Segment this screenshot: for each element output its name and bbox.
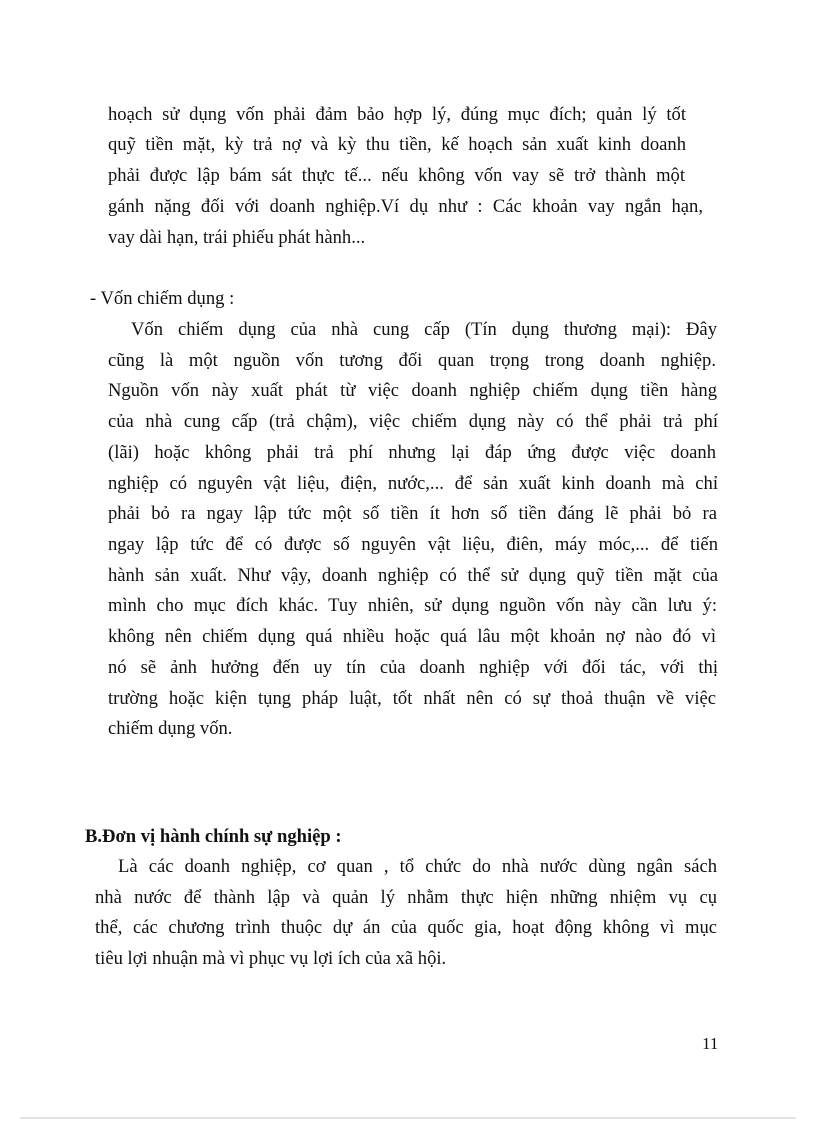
paragraph1-line: phải được lập bám sát thực tế... nếu không vốn vay sẽ trở thành một [108, 165, 685, 186]
paragraph1-line: vay dài hạn, trái phiếu phát hành... [108, 227, 366, 248]
section-borrowed-line: hành sản xuất. Như vậy, doanh nghiệp có thể sử dụng quỹ tiền mặt của [108, 565, 718, 586]
section-borrowed-line: phải bỏ ra ngay lập tức một số tiền ít hơn số tiền đáng lẽ phải bỏ ra [108, 503, 717, 524]
section-borrowed-line: trường hoặc kiện tụng pháp luật, tốt nhất nên có sự thoả thuận về việc [108, 688, 716, 709]
section-borrowed-line: ngay lập tức để có được số nguyên vật liệu, điên, máy móc,... để tiến [108, 534, 718, 555]
section-b-line: nhà nước để thành lập và quản lý nhằm thực hiện những nhiệm vụ cụ [95, 887, 717, 908]
paragraph1-line: gánh nặng đối với doanh nghiệp.Ví dụ như : Các khoản vay ngắn hạn, [108, 196, 703, 217]
section-borrowed-line: (lãi) hoặc không phải trả phí nhưng lại đáp ứng được việc doanh [108, 442, 716, 463]
paragraph1-line: quỹ tiền mặt, kỳ trả nợ và kỳ thu tiền, kế hoạch sản xuất kinh doanh [108, 134, 686, 155]
section-borrowed-line: không nên chiếm dụng quá nhiều hoặc quá lâu một khoản nợ nào đó vì [108, 626, 716, 647]
section-borrowed-line: nó sẽ ảnh hưởng đến uy tín của doanh nghiệp với đối tác, với thị [108, 657, 718, 678]
section-b-line: Là các doanh nghiệp, cơ quan , tổ chức do nhà nước dùng ngân sách [118, 856, 717, 877]
section-borrowed-line: Vốn chiếm dụng của nhà cung cấp (Tín dụng thương mại): Đây [131, 319, 717, 340]
section-borrowed-line: nghiệp có nguyên vật liệu, điện, nước,... để sản xuất kinh doanh mà chỉ [108, 473, 718, 494]
section-borrowed-heading: - Vốn chiếm dụng : [90, 288, 235, 309]
paragraph1-line: hoạch sử dụng vốn phải đảm bảo hợp lý, đúng mục đích; quản lý tốt [108, 104, 686, 125]
section-b-line: tiêu lợi nhuận mà vì phục vụ lợi ích của xã hội. [95, 948, 447, 969]
section-borrowed-line: chiếm dụng vốn. [108, 718, 233, 739]
section-borrowed-line: Nguồn vốn này xuất phát từ việc doanh nghiệp chiếm dụng tiền hàng [108, 380, 717, 401]
section-b-heading: B.Đơn vị hành chính sự nghiệp : [85, 826, 342, 847]
page-bottom-rule [20, 1117, 796, 1119]
section-borrowed-line: của nhà cung cấp (trả chậm), việc chiếm dụng này có thể phải trả phí [108, 411, 718, 432]
section-b-line: thể, các chương trình thuộc dự án của quốc gia, hoạt động không vì mục [95, 917, 717, 938]
section-borrowed-line: cũng là một nguồn vốn tương đối quan trọng trong doanh nghiệp. [108, 350, 716, 371]
section-borrowed-line: mình cho mục đích khác. Tuy nhiên, sử dụng nguồn vốn này cần lưu ý: [108, 595, 717, 616]
page-number: 11 [702, 1034, 719, 1053]
